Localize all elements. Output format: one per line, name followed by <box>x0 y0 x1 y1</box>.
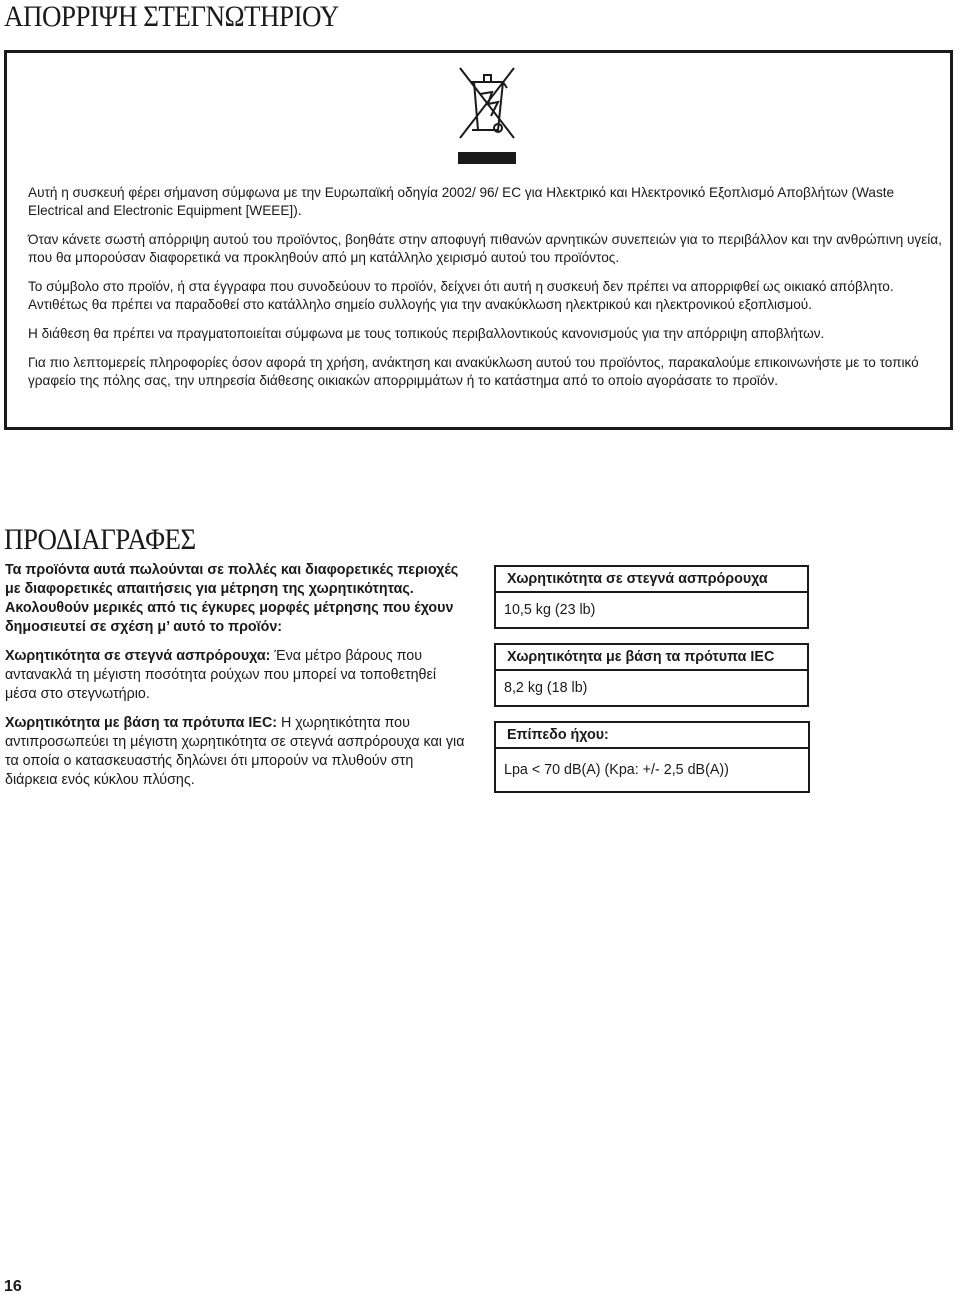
spec-box-value: Lpa < 70 dB(A) (Kpa: +/- 2,5 dB(A)) <box>504 762 729 778</box>
definition-term: Χωρητικότητα με βάση τα πρότυπα IEC: <box>5 715 278 731</box>
spec-box-value: 10,5 kg (23 lb) <box>504 602 596 618</box>
specifications-heading: ΠΡΟΔΙΑΓΡΑΦΕΣ <box>4 523 196 556</box>
weee-text <box>28 184 943 401</box>
definition-dry-capacity <box>5 647 467 704</box>
specifications-intro <box>5 561 467 800</box>
crossed-out-wheelie-bin-icon <box>458 66 516 166</box>
weee-paragraph: Αυτή η συσκευή φέρει σήμανση σύμφωνα με την Ευρωπαϊκή οδηγία 2002/ 96/ EC για Ηλεκτρικό και Ηλεκτρονικό Εξοπλισμό Αποβλήτων (Waste Electrical and Electronic Equipment [WEEE]). <box>28 185 895 218</box>
weee-notice-box <box>4 50 953 430</box>
intro-paragraph: Τα προϊόντα αυτά πωλούνται σε πολλές και διαφορετικές περιοχές με διαφορετικές απαιτήσεις για μέτρηση της χωρητικότητας. Ακολουθούν μερικές από τις έγκυρες μορφές μέτρησης που έχουν δημοσιευτεί σε σχέση μ’ αυτό το προϊόν: <box>5 562 459 635</box>
disposal-heading: ΑΠΟΡΡΙΨΗ ΣΤΕΓΝΩΤΗΡΙΟΥ <box>4 0 339 33</box>
definition-iec-capacity <box>5 714 467 790</box>
spec-box-header: Χωρητικότητα σε στεγνά ασπρόρουχα <box>496 567 807 593</box>
definition-term: Χωρητικότητα σε στεγνά ασπρόρουχα: <box>5 648 271 664</box>
spec-box-dry-capacity <box>494 565 809 629</box>
definition-text: Ένα μέτρο βάρους που αντανακλά τη μέγιστη ποσότητα ρούχων που μπορεί να τοποθετηθεί μέσα στο στεγνωτήριο. <box>5 648 437 702</box>
spec-box-value: 8,2 kg (18 lb) <box>504 680 588 696</box>
spec-box-header: Επίπεδο ήχου: <box>496 723 808 749</box>
weee-paragraph: Η διάθεση θα πρέπει να πραγματοποιείται σύμφωνα με τους τοπικούς περιβαλλοντικούς κανονισμούς για την απόρριψη αποβλήτων. <box>28 326 825 341</box>
weee-paragraph: Όταν κάνετε σωστή απόρριψη αυτού του προϊόντος, βοηθάτε στην αποφυγή πιθανών αρνητικών συνεπειών για το περιβάλλον και την ανθρώπινη υγεία, που θα μπορούσαν διαφορετικά να προκληθούν από μη κατάλληλο χειρισμό αυτού του προϊόντος. <box>28 232 942 265</box>
page-number: 16 <box>4 1278 22 1295</box>
definition-text: Η χωρητικότητα που αντιπροσωπεύει τη μέγιστη χωρητικότητα σε στεγνά ασπρόρουχα και για τα οποία ο κατασκευαστής δηλώνει ότι μπορούν να πλυθούν στη διάρκεια ενός κύκλου πλύσης. <box>5 715 465 788</box>
spec-box-iec-capacity <box>494 643 809 707</box>
spec-box-noise-level <box>494 721 810 793</box>
weee-paragraph: Το σύμβολο στο προϊόν, ή στα έγγραφα που συνοδεύουν το προϊόν, δείχνει ότι αυτή η συσκευή δεν πρέπει να απορριφθεί ως οικιακό απόβλητο. Αντιθέτως θα πρέπει να παραδοθεί στο κατάλληλο σημείο συλλογής για την ανακύκλωση ηλεκτρικού και ηλεκτρονικού εξοπλισμού. <box>28 279 894 312</box>
weee-paragraph: Για πιο λεπτομερείς πληροφορίες όσον αφορά τη χρήση, ανάκτηση και ανακύκλωση αυτού του προϊόντος, παρακαλούμε επικοινωνήστε με το τοπικό γραφείο της πόλης σας, την υπηρεσία διάθεσης οικιακών απορριμμάτων ή το κατάστημα από το οποίο αγοράσατε το προϊόν. <box>28 355 919 388</box>
spec-box-header: Χωρητικότητα με βάση τα πρότυπα IEC <box>496 645 807 671</box>
